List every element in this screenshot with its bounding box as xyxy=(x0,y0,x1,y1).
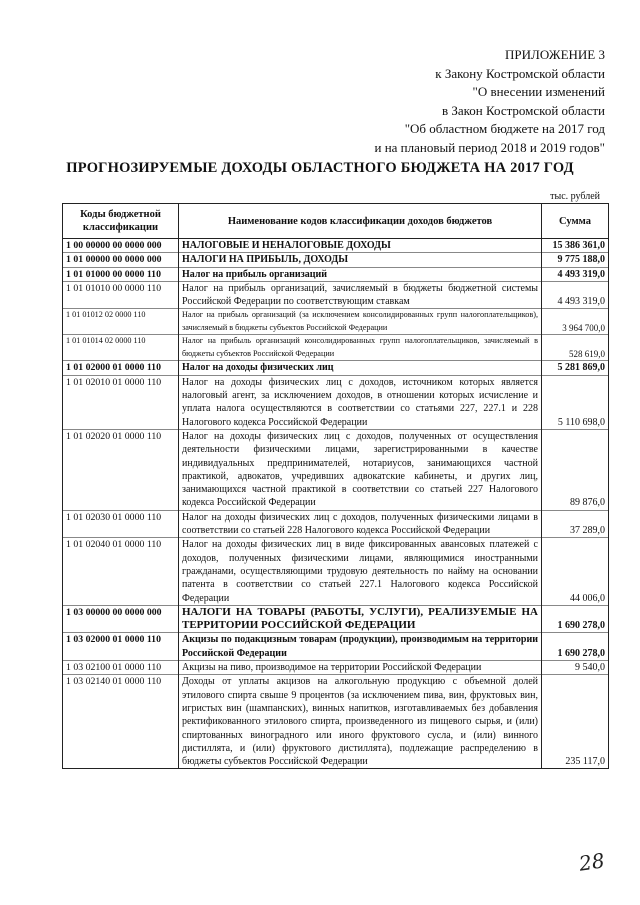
row-sum: 1 690 278,0 xyxy=(542,633,609,661)
row-code: 1 03 02000 01 0000 110 xyxy=(63,633,179,661)
row-code: 1 01 01014 02 0000 110 xyxy=(63,335,179,361)
units-label: тыс. рублей xyxy=(550,191,600,202)
table-row xyxy=(63,605,609,633)
row-name: Налог на доходы физических лиц с доходов, источником которых является налоговый агент, за исключением доходов, в отношении которых исчисление и уплата налога осуществляются в соответствии со статьями 227, 227.1 и 228 Налогового кодекса Российской Федерации xyxy=(179,375,542,429)
header-line: ПРИЛОЖЕНИЕ 3 xyxy=(505,47,605,62)
row-code: 1 03 00000 00 0000 000 xyxy=(63,605,179,633)
row-code: 1 03 02100 01 0000 110 xyxy=(63,661,179,675)
row-sum: 37 289,0 xyxy=(542,510,609,538)
table-row xyxy=(63,633,609,661)
table-row xyxy=(63,375,609,429)
row-name: Доходы от уплаты акцизов на алкогольную продукцию с объемной долей этилового спирта свыше 9 процентов (за исключением пива, вин, фруктовых вин, игристых вин (шампанских), винных напитков, изготавливаемых без добавления ректификованного этилового спирта, произведенного из пищевого сырья, и (или) спиртованных виноградного или иного фруктового сусла, и (или) винного дистиллята, и (или) фруктового дистиллята), подлежащие распределению в бюджеты субъектов Российской Федерации xyxy=(179,675,542,769)
row-name: НАЛОГИ НА ПРИБЫЛЬ, ДОХОДЫ xyxy=(179,253,542,267)
row-name: Налог на прибыль организаций, зачисляемый в бюджеты бюджетной системы Российской Федерации по соответствующим ставкам xyxy=(179,281,542,309)
row-name: Налог на доходы физических лиц в виде фиксированных авансовых платежей с доходов, полученных физическими лицами, являющимися иностранными гражданами, осуществляющими трудовую деятельность по найму на основании патента в соответствии со статьей 227.1 Налогового кодекса Российской Федерации xyxy=(179,538,542,605)
row-sum: 5 281 869,0 xyxy=(542,361,609,375)
row-code: 1 01 01000 00 0000 110 xyxy=(63,267,179,281)
row-code: 1 01 02040 01 0000 110 xyxy=(63,538,179,605)
header-line: и на плановый период 2018 и 2019 годов" xyxy=(374,139,605,155)
column-header-codes: Коды бюджетной классификации xyxy=(63,204,179,239)
row-code: 1 01 00000 00 0000 000 xyxy=(63,253,179,267)
row-name: Налог на доходы физических лиц xyxy=(179,361,542,375)
table-row xyxy=(63,267,609,281)
table-row xyxy=(63,309,609,335)
table-row xyxy=(63,281,609,309)
appendix-header xyxy=(374,46,605,157)
row-sum: 44 006,0 xyxy=(542,538,609,605)
row-name: Налог на доходы физических лиц с доходов, полученных от осуществления деятельности физическими лицами, зарегистрированными в качестве индивидуальных предпринимателей, нотариусов, занимающихся частной практикой, адвокатов, учредивших адвокатские кабинеты, и других лиц, занимающихся частной практикой в соответствии со статьей 227 Налогового кодекса Российской Федерации xyxy=(179,429,542,510)
row-sum: 4 493 319,0 xyxy=(542,267,609,281)
row-sum: 5 110 698,0 xyxy=(542,375,609,429)
row-code: 1 01 02020 01 0000 110 xyxy=(63,429,179,510)
table-row xyxy=(63,538,609,605)
row-code: 1 00 00000 00 0000 000 xyxy=(63,239,179,253)
row-sum: 15 386 361,0 xyxy=(542,239,609,253)
row-sum: 9 775 188,0 xyxy=(542,253,609,267)
header-line: в Закон Костромской области xyxy=(441,102,605,118)
table-row xyxy=(63,429,609,510)
header-line: "Об областном бюджете на 2017 год xyxy=(404,121,605,136)
row-name: Акцизы на пиво, производимое на территории Российской Федерации xyxy=(179,661,542,675)
row-sum: 528 619,0 xyxy=(542,335,609,361)
row-name: НАЛОГОВЫЕ И НЕНАЛОГОВЫЕ ДОХОДЫ xyxy=(179,239,542,253)
row-name: Акцизы по подакцизным товарам (продукции), производимым на территории Российской Федерации xyxy=(179,633,542,661)
table-row xyxy=(63,661,609,675)
table-row xyxy=(63,239,609,253)
row-code: 1 01 02030 01 0000 110 xyxy=(63,510,179,538)
row-name: Налог на доходы физических лиц с доходов, полученных физическими лицами в соответствии со статьей 228 Налогового кодекса Российской Федерации xyxy=(179,510,542,538)
row-name: НАЛОГИ НА ТОВАРЫ (РАБОТЫ, УСЛУГИ), РЕАЛИЗУЕМЫЕ НА ТЕРРИТОРИИ РОССИЙСКОЙ ФЕДЕРАЦИИ xyxy=(179,605,542,633)
row-sum: 89 876,0 xyxy=(542,429,609,510)
row-name: Налог на прибыль организаций консолидированных групп налогоплательщиков, зачисляемый в бюджеты субъектов Российской Федерации xyxy=(179,335,542,361)
header-line: к Закону Костромской области xyxy=(435,65,605,81)
table-row xyxy=(63,335,609,361)
row-code: 1 03 02140 01 0000 110 xyxy=(63,675,179,769)
table-row xyxy=(63,510,609,538)
row-name: Налог на прибыль организаций xyxy=(179,267,542,281)
column-header-name: Наименование кодов классификации доходов бюджетов xyxy=(179,204,542,239)
row-sum: 235 117,0 xyxy=(542,675,609,769)
row-sum: 4 493 319,0 xyxy=(542,281,609,309)
row-code: 1 01 02010 01 0000 110 xyxy=(63,375,179,429)
row-code: 1 01 02000 01 0000 110 xyxy=(63,361,179,375)
handwritten-page-number: 28 xyxy=(577,848,606,876)
row-sum: 1 690 278,0 xyxy=(542,605,609,633)
table-row xyxy=(63,361,609,375)
revenue-table xyxy=(62,203,609,769)
table-header-row xyxy=(63,204,609,239)
row-sum: 9 540,0 xyxy=(542,661,609,675)
row-code: 1 01 01012 02 0000 110 xyxy=(63,309,179,335)
table-row xyxy=(63,253,609,267)
row-code: 1 01 01010 00 0000 110 xyxy=(63,281,179,309)
row-sum: 3 964 700,0 xyxy=(542,309,609,335)
column-header-sum: Сумма xyxy=(542,204,609,239)
row-name: Налог на прибыль организаций (за исключением консолидированных групп налогоплательщиков), зачисляемый в бюджеты субъектов Российской Федерации xyxy=(179,309,542,335)
document-title: ПРОГНОЗИРУЕМЫЕ ДОХОДЫ ОБЛАСТНОГО БЮДЖЕТА НА 2017 ГОД xyxy=(66,160,574,176)
table-row xyxy=(63,675,609,769)
header-line: "О внесении изменений xyxy=(472,84,605,99)
